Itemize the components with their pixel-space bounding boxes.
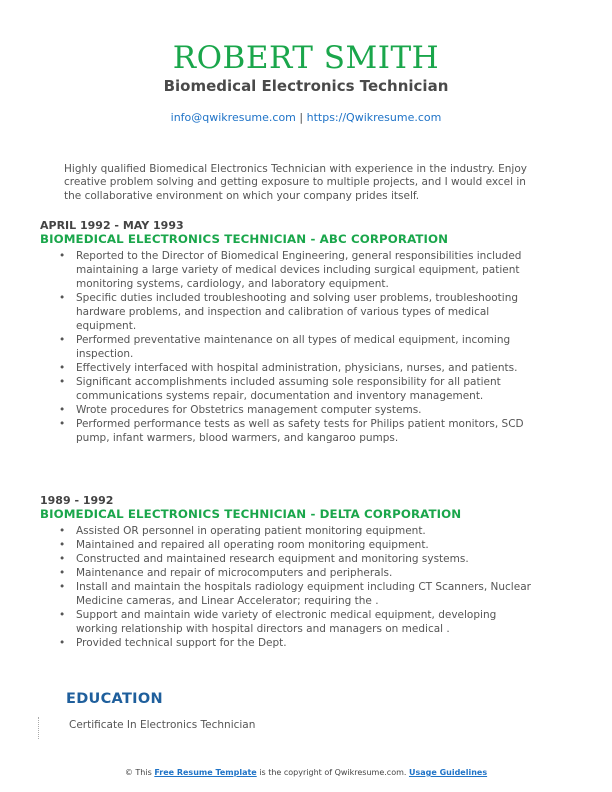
job-title: BIOMEDICAL ELECTRONICS TECHNICIAN - DELTA CORPORATION [40,507,462,521]
duty-item: • Significant accomplishments included assuming sole responsibility for all patient communications systems repair, documentation and inventory management. [76,375,540,403]
candidate-name: ROBERT SMITH [172,40,440,76]
education-divider [38,717,40,739]
duty-item: • Support and maintain wide variety of electronic medical equipment, developing working relationship with hospital directors and managers on medical . [76,608,540,636]
free-resume-template-link[interactable]: Free Resume Template [154,768,257,777]
duty-item: • Performed performance tests as well as safety tests for Philips patient monitors, SCD pump, infant warmers, blood warmers, and kangaroo pumps. [76,417,540,445]
website-link[interactable]: https://Qwikresume.com [306,111,442,124]
duty-item: • Wrote procedures for Obstetrics management computer systems. [76,403,540,417]
duty-list [40,249,540,445]
duty-item: • Constructed and maintained research equipment and monitoring systems. [76,552,540,566]
duty-item: • Specific duties included troubleshooting and solving user problems, troubleshooting hardware problems, and inspection and calibration of various types of medical equipment. [76,291,540,333]
duty-item: • Assisted OR personnel in operating patient monitoring equipment. [76,524,540,538]
footer [0,768,612,777]
duty-item: • Performed preventative maintenance on all types of medical equipment, incoming inspection. [76,333,540,361]
job-dates: APRIL 1992 - MAY 1993 [40,219,184,232]
summary-paragraph: Highly qualified Biomedical Electronics Technician with experience in the industry. Enjoy creative problem solving and getting exposure to multiple projects, and I would excel in the collaborative environment on which your company prides itself. [64,163,527,202]
contact-line [0,111,612,125]
education-item: Certificate In Electronics Technician [69,719,256,731]
experience-entry-2 [40,494,540,650]
duty-item: • Effectively interfaced with hospital administration, physicians, nurses, and patients. [76,361,540,375]
experience-entry-1 [40,219,540,445]
email-link[interactable]: info@qwikresume.com [170,111,296,124]
duty-item: • Install and maintain the hospitals radiology equipment including CT Scanners, Nuclear Medicine cameras, and Linear Accelerator; requiring the . [76,580,540,608]
education-heading: EDUCATION [66,691,163,707]
duty-item: • Maintenance and repair of microcomputers and peripherals. [76,566,540,580]
duty-item: • Maintained and repaired all operating room monitoring equipment. [76,538,540,552]
duty-list [40,524,540,650]
candidate-title: Biomedical Electronics Technician [163,77,449,95]
job-dates: 1989 - 1992 [40,494,114,507]
duty-item: • Reported to the Director of Biomedical Engineering, general responsibilities included maintaining a large variety of medical devices including surgical equipment, patient monitoring systems, cardiology, and laboratory equipment. [76,249,540,291]
footer-copyright-text: is the copyright of Qwikresume.com. [259,768,407,777]
duty-item: • Provided technical support for the Dept. [76,636,540,650]
job-title: BIOMEDICAL ELECTRONICS TECHNICIAN - ABC CORPORATION [40,232,449,246]
usage-guidelines-link[interactable]: Usage Guidelines [408,768,488,777]
contact-separator: | [299,111,304,124]
footer-prefix: © This [124,768,152,777]
